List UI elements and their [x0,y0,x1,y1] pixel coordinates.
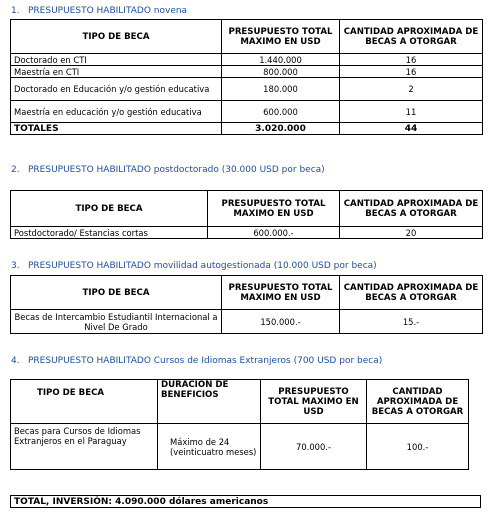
col-header: PRESUPUESTO TOTAL MAXIMO EN USD [222,20,340,54]
cell-budget: 180.000 [222,78,340,101]
table-header-row [11,380,469,424]
col-header: CANTIDAD APROXIMADA DE BECAS A OTORGAR [367,380,469,424]
section-2-heading [11,165,325,175]
budget-table-1 [10,19,483,135]
budget-table-4 [10,379,469,470]
cell-type: Doctorado en Educación y/o gestión educativa [11,78,222,101]
col-header: PRESUPUESTO TOTAL MAXIMO EN USD [222,276,340,310]
section-number: 2. [11,165,20,175]
table-row [11,101,483,123]
table-row [11,54,483,66]
col-header: TIPO DE BECA [11,20,222,54]
totals-quantity: 44 [340,123,483,135]
section-title: PRESUPUESTO HABILITADO Cursos de Idiomas Extranjeros (700 USD por beca) [28,356,383,366]
cell-quantity: 20 [340,227,483,239]
table-header-row [11,276,483,310]
cell-quantity: 15.- [340,310,483,334]
cell-quantity: 16 [340,54,483,66]
section-4-heading [11,356,382,366]
table-row [11,424,469,470]
totals-row [11,123,483,135]
section-number: 1. [11,6,20,16]
budget-table-3 [10,275,483,334]
col-header: CANTIDAD APROXIMADA DE BECAS A OTORGAR [340,20,483,54]
cell-type: Doctorado en CTI [11,54,222,66]
table-row [11,78,483,101]
col-header: CANTIDAD APROXIMADA DE BECAS A OTORGAR [340,191,483,227]
table-header-row [11,191,483,227]
section-number: 4. [11,356,20,366]
cell-budget: 70.000.- [261,424,367,470]
col-header: CANTIDAD APROXIMADA DE BECAS A OTORGAR [340,276,483,310]
col-header: TIPO DE BECA [11,191,208,227]
col-header: TIPO DE BECA [11,380,158,424]
section-title: PRESUPUESTO HABILITADO novena [28,6,188,16]
cell-quantity: 16 [340,66,483,78]
table-header-row [11,20,483,54]
section-3-heading [11,261,377,271]
cell-type: Becas de Intercambio Estudiantil Internacional a Nivel De Grado [11,310,222,334]
totals-budget: 3.020.000 [222,123,340,135]
cell-quantity: 100.- [367,424,469,470]
col-header: PRESUPUESTO TOTAL MAXIMO EN USD [261,380,367,424]
grand-total: TOTAL, INVERSIÓN: 4.090.000 dólares americanos [10,495,481,508]
table-row [11,310,483,334]
budget-table-2 [10,190,483,239]
totals-label: TOTALES [11,123,222,135]
section-title: PRESUPUESTO HABILITADO postdoctorado (30.000 USD por beca) [28,165,325,175]
cell-quantity: 11 [340,101,483,123]
table-row [11,66,483,78]
section-1-heading [11,6,187,16]
cell-type: Maestría en CTI [11,66,222,78]
col-header: TIPO DE BECA [11,276,222,310]
cell-budget: 600.000.- [208,227,340,239]
cell-budget: 600.000 [222,101,340,123]
cell-type: Maestría en educación y/o gestión educativa [11,101,222,123]
table-row [11,227,483,239]
cell-duration: Máximo de 24 (veinticuatro meses) [158,424,261,470]
cell-budget: 800.000 [222,66,340,78]
cell-quantity: 2 [340,78,483,101]
col-header: PRESUPUESTO TOTAL MAXIMO EN USD [208,191,340,227]
col-header: DURACION DE BENEFICIOS [158,380,261,424]
section-number: 3. [11,261,20,271]
cell-budget: 150.000.- [222,310,340,334]
section-title: PRESUPUESTO HABILITADO movilidad autogestionada (10.000 USD por beca) [28,261,377,271]
cell-budget: 1.440.000 [222,54,340,66]
cell-type: Postdoctorado/ Estancias cortas [11,227,208,239]
cell-type: Becas para Cursos de Idiomas Extranjeros en el Paraguay [11,424,158,470]
